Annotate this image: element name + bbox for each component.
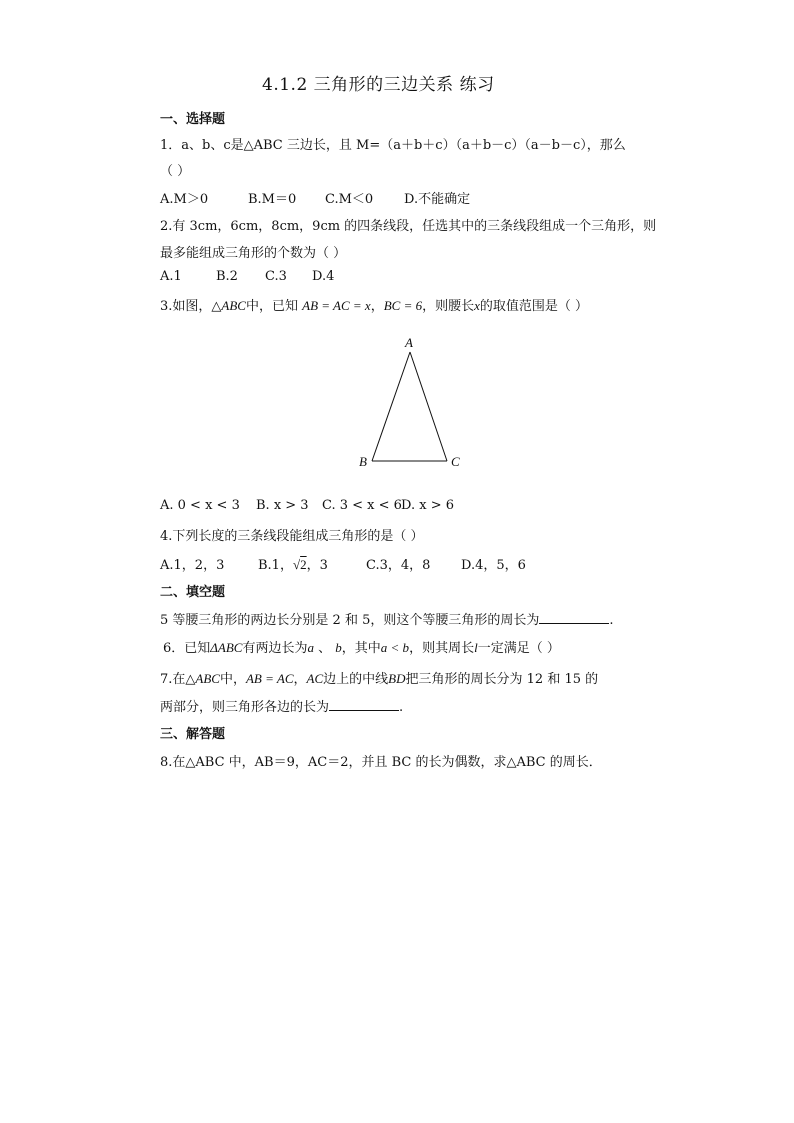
question-4-option-b-radicand: 2: [300, 557, 307, 572]
triangle-side-ab: [372, 352, 410, 461]
question-7-condition: AB = AC: [245, 671, 294, 686]
vertex-label-c: C: [451, 454, 460, 469]
question-2-option-c: C.3: [265, 269, 287, 284]
question-3-option-a: A. 0 < x < 3: [160, 498, 240, 513]
section-heading-answer: 三、解答题: [160, 727, 226, 742]
question-3-triangle: △ABC: [211, 298, 246, 313]
answer-blank: [539, 611, 609, 624]
question-7-line2: [160, 696, 403, 715]
question-3-stem: [160, 295, 588, 314]
question-3-option-c: C. 3 < x < 6: [322, 498, 402, 513]
question-6-prefix: 6．已知: [163, 641, 211, 656]
question-4-option-b: [258, 554, 328, 573]
question-2-option-b: B.2: [216, 269, 238, 284]
question-1-option-b: B.M＝0: [248, 192, 297, 207]
question-7-line1: [160, 668, 598, 687]
question-3-prefix: 3.如图，: [160, 299, 212, 314]
question-7-triangle: △ABC: [185, 671, 220, 686]
question-1-option-d: D.不能确定: [404, 192, 471, 207]
question-3-condition-2: BC = 6: [383, 298, 423, 313]
answer-blank: [329, 698, 399, 711]
question-4-option-c: C.3，4，8: [366, 558, 431, 573]
question-7-mid2: 边上的中线: [323, 672, 389, 687]
question-6-mid2: ，其中: [341, 641, 381, 656]
question-4-option-d: D.4，5，6: [461, 558, 526, 573]
question-7-bd: BD: [388, 671, 406, 686]
question-7-mid1: 中，: [219, 672, 246, 687]
vertex-label-b: B: [359, 454, 367, 469]
question-4-option-a: A.1，2，3: [160, 558, 225, 573]
question-2-option-d: D.4: [312, 269, 335, 284]
question-6-b: b: [335, 640, 342, 655]
question-7-end2: .: [399, 700, 404, 715]
question-2-option-a: A.1: [160, 269, 182, 284]
page-title: 4.1.2 三角形的三边关系 练习: [262, 75, 495, 95]
question-3-suffix: ，则腰长: [422, 299, 475, 314]
question-7-line2-text: 两部分，则三角形各边的长为: [160, 700, 330, 715]
question-5: [160, 609, 613, 628]
question-5-stem: 5 等腰三角形的两边长分别是 2 和 5，则这个等腰三角形的周长为: [160, 613, 540, 628]
triangle-side-ac: [410, 352, 447, 461]
question-4-option-b-prefix: B.1，: [258, 558, 293, 573]
question-3-option-d: D. x > 6: [401, 498, 454, 513]
question-6-triangle: ΔABC: [210, 640, 243, 655]
question-2-stem-line2: 最多能组成三角形的个数为（ ）: [160, 246, 347, 261]
question-7-prefix: 7.在: [160, 672, 186, 687]
question-4-stem: 4.下列长度的三条线段能组成三角形的是（ ）: [160, 529, 424, 544]
question-7-sep: ，: [293, 672, 307, 687]
question-1-option-c: C.M＜0: [325, 192, 374, 207]
question-7-end1: 把三角形的周长分为 12 和 15 的: [405, 672, 599, 687]
triangle-figure: [340, 330, 480, 475]
question-6-mid3: ，则其周长: [409, 641, 475, 656]
question-3-end: 的取值范围是（ ）: [479, 299, 589, 314]
question-3-condition-1: AB = AC = x: [302, 298, 371, 313]
vertex-label-a: A: [405, 335, 413, 350]
question-6-end: 一定满足（ ）: [477, 641, 560, 656]
section-heading-choice: 一、选择题: [160, 112, 226, 127]
question-3-separator: ，: [370, 299, 384, 314]
question-6: [163, 637, 560, 656]
question-3-variable: x: [474, 298, 480, 313]
question-6-l: l: [474, 640, 478, 655]
question-3-mid: 中，已知: [245, 299, 298, 314]
question-6-a: a: [307, 640, 314, 655]
question-1-stem-line1: 1．a、b、c是△ABC 三边长，且 M=（a＋b＋c）（a＋b－c）（a－b－c），那么: [160, 138, 626, 153]
question-1-stem-line2: （ ）: [160, 164, 191, 179]
question-3-option-b: B. x > 3: [256, 498, 309, 513]
question-1-option-a: A.M＞0: [160, 192, 209, 207]
question-7-ac: AC: [306, 671, 324, 686]
question-4-option-b-suffix: ，3: [306, 558, 328, 573]
question-2-stem-line1: 2.有 3cm，6cm，8cm，9cm 的四条线段，任选其中的三条线段组成一个三角形，则: [160, 219, 657, 234]
question-8-stem: 8.在△ABC 中，AB＝9，AC＝2，并且 BC 的长为偶数，求△ABC 的周长．: [160, 755, 602, 770]
question-6-inequality: a < b: [380, 640, 410, 655]
question-5-end: .: [609, 613, 614, 628]
question-6-sep: 、: [313, 641, 332, 656]
section-heading-fill: 二、填空题: [160, 585, 226, 600]
question-6-mid1: 有两边长为: [242, 641, 308, 656]
sqrt-symbol: √2: [292, 557, 307, 572]
